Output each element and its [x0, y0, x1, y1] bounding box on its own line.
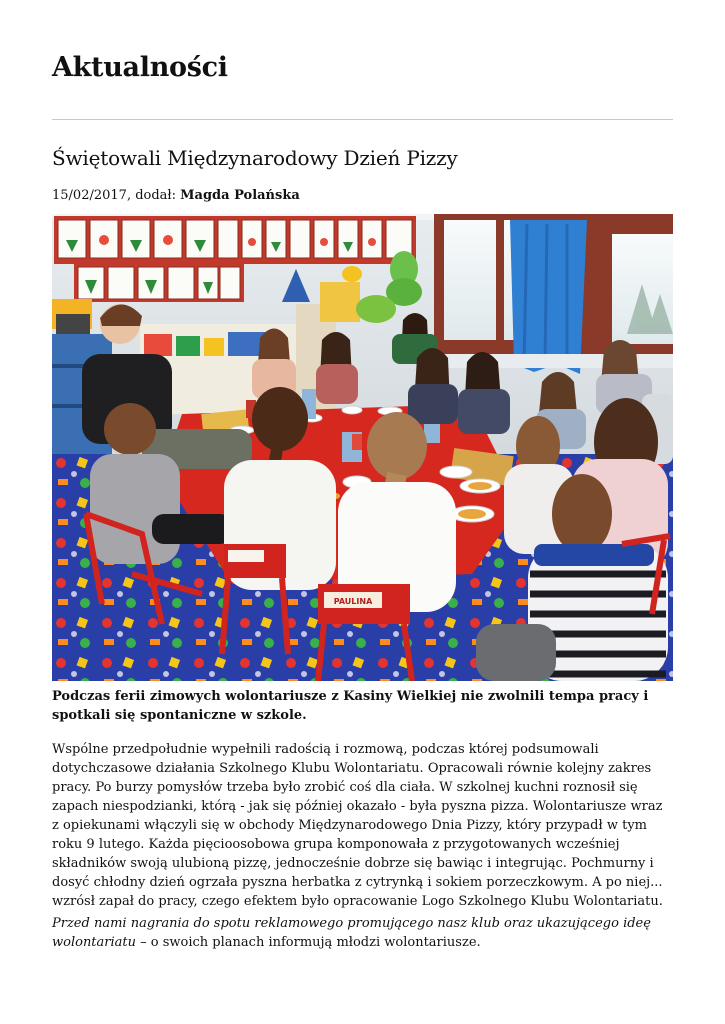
closing-rest: – o swoich planach informują młodzi wolontariusze. [136, 935, 481, 950]
article-author: Magda Polańska [180, 188, 300, 203]
article-date: 15/02/2017 [52, 188, 127, 203]
divider [52, 119, 673, 120]
chair-sign: PAULINA [333, 597, 373, 606]
closing-italic: Przed nami nagrania do spotu reklamowego promującego nasz klub oraz ukazującego ideę wolontariatu [52, 916, 651, 950]
article-photo [52, 214, 673, 681]
article-meta [52, 188, 300, 203]
article-body: Wspólne przedpołudnie wypełnili radością i rozmową, podczas której podsumowali dotychczasowe działania Szkolnego Klubu Wolontariatu. Opracowali równie kolejny zakres pracy. Po burzy pomysłów trzeba było zrobić coś dla ciała. W szkolnej kuchni roznosił się zapach niespodzianki, którą - jak się później okazało - była pyszna pizza. Wolontariusze wraz z opiekunami włączyli się w obchody Międzynarodowego Dnia Pizzy, który przypadł w tym roku 9 lutego. Każda pięcioosobowa grupa komponowała z przygotowanych wcześniej składników swoją ulubioną pizzę, jednocześnie dobrze się bawiąc i integrując. Pochmurny i dosyć chłodny dzień ogrzała pyszna herbatka z cytrynką i sokiem porzeczkowym. A po niej... wzrósł zapał do pracy, czego efektem było opracowanie Logo Szkolnego Klubu Wolontariatu. [52, 742, 663, 909]
section-title: Aktualności [52, 52, 228, 83]
classroom-photo [52, 214, 673, 681]
added-by-label: , dodał: [126, 188, 181, 203]
article-lead: Podczas ferii zimowych wolontariusze z Kasiny Wielkiej nie zwolnili tempa pracy i spotkali się spontaniczne w szkole. [52, 689, 649, 723]
article-closing [52, 914, 673, 952]
article-title[interactable]: Świętowali Międzynarodowy Dzień Pizzy [52, 146, 458, 170]
